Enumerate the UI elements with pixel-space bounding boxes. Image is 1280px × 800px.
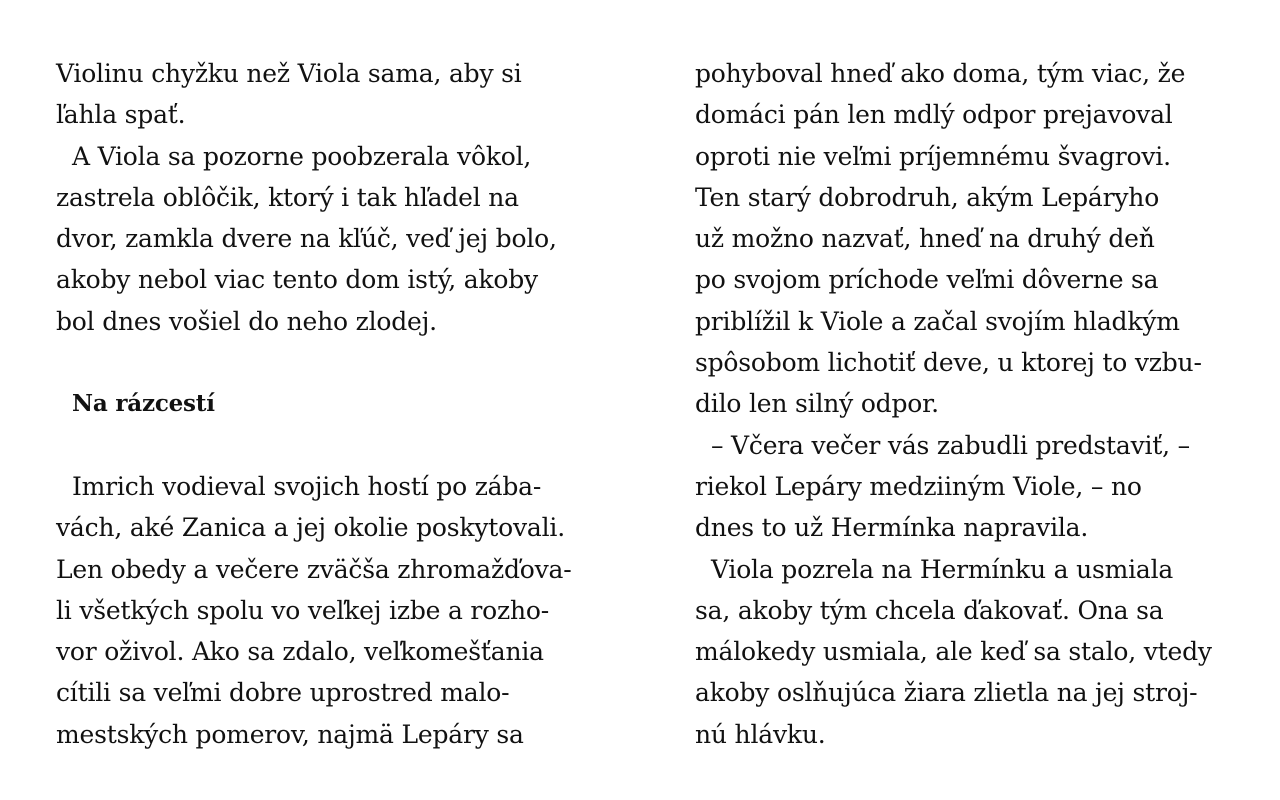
- text-line: zastrela oblôčik, ktorý i tak hľadel na: [56, 182, 519, 212]
- text-line: bol dnes vošiel do neho zlodej.: [56, 306, 437, 336]
- text-line: sa, akoby tým chcela ďakovať. Ona sa: [695, 595, 1164, 625]
- left-column: [56, 53, 616, 755]
- text-line: priblížil k Viole a začal svojím hladkým: [695, 306, 1180, 336]
- text-line: Ten starý dobrodruh, akým Lepáryho: [695, 182, 1160, 212]
- text-line: cítili sa veľmi dobre uprostred malo-: [56, 678, 510, 708]
- text-line: – Včera večer vás zabudli predstaviť, –: [711, 430, 1190, 460]
- text-line: riekol Lepáry medziiným Viole, – no: [695, 471, 1142, 501]
- text-line: akoby oslňujúca žiara zlietla na jej stroj-: [695, 678, 1198, 708]
- text-line: Viola pozrela na Hermínku a usmiala: [711, 554, 1174, 584]
- text-line: vor oživol. Ako sa zdalo, veľkomešťania: [56, 637, 544, 667]
- text-line: Imrich vodieval svojich hostí po zába-: [72, 471, 542, 501]
- text-line: domáci pán len mdlý odpor prejavoval: [695, 100, 1173, 130]
- text-line: li všetkých spolu vo veľkej izbe a rozho-: [56, 595, 549, 625]
- blank-line: [56, 425, 616, 466]
- text-line: už možno nazvať, hneď na druhý deň: [695, 224, 1155, 254]
- text-line: Len obedy a večere zväčša zhromažďova-: [56, 554, 572, 584]
- text-line: mestských pomerov, najmä Lepáry sa: [56, 719, 524, 749]
- blank-line: [56, 342, 616, 383]
- text-line: ľahla spať.: [56, 100, 186, 130]
- text-line: po svojom príchode veľmi dôverne sa: [695, 265, 1159, 295]
- text-line: Violinu chyžku než Viola sama, aby si: [56, 59, 522, 88]
- text-line: vách, aké Zanica a jej okolie poskytovali.: [56, 513, 565, 543]
- text-line: dnes to už Hermínka napravila.: [695, 513, 1089, 543]
- text-line: spôsobom lichotiť deve, u ktorej to vzbu-: [695, 348, 1202, 378]
- text-line: oproti nie veľmi príjemnému švagrovi.: [695, 141, 1171, 171]
- text-line: dilo len silný odpor.: [695, 389, 939, 419]
- text-line: akoby nebol viac tento dom istý, akoby: [56, 265, 538, 295]
- right-column: [695, 53, 1255, 755]
- text-line: pohyboval hneď ako doma, tým viac, že: [695, 59, 1186, 88]
- text-line: málokedy usmiala, ale keď sa stalo, vtedy: [695, 637, 1212, 667]
- text-line: dvor, zamkla dvere na kľúč, veď jej bolo,: [56, 224, 557, 254]
- section-heading: Na rázcestí: [72, 390, 215, 418]
- text-line: A Viola sa pozorne poobzerala vôkol,: [72, 141, 532, 171]
- text-line: nú hlávku.: [695, 719, 826, 749]
